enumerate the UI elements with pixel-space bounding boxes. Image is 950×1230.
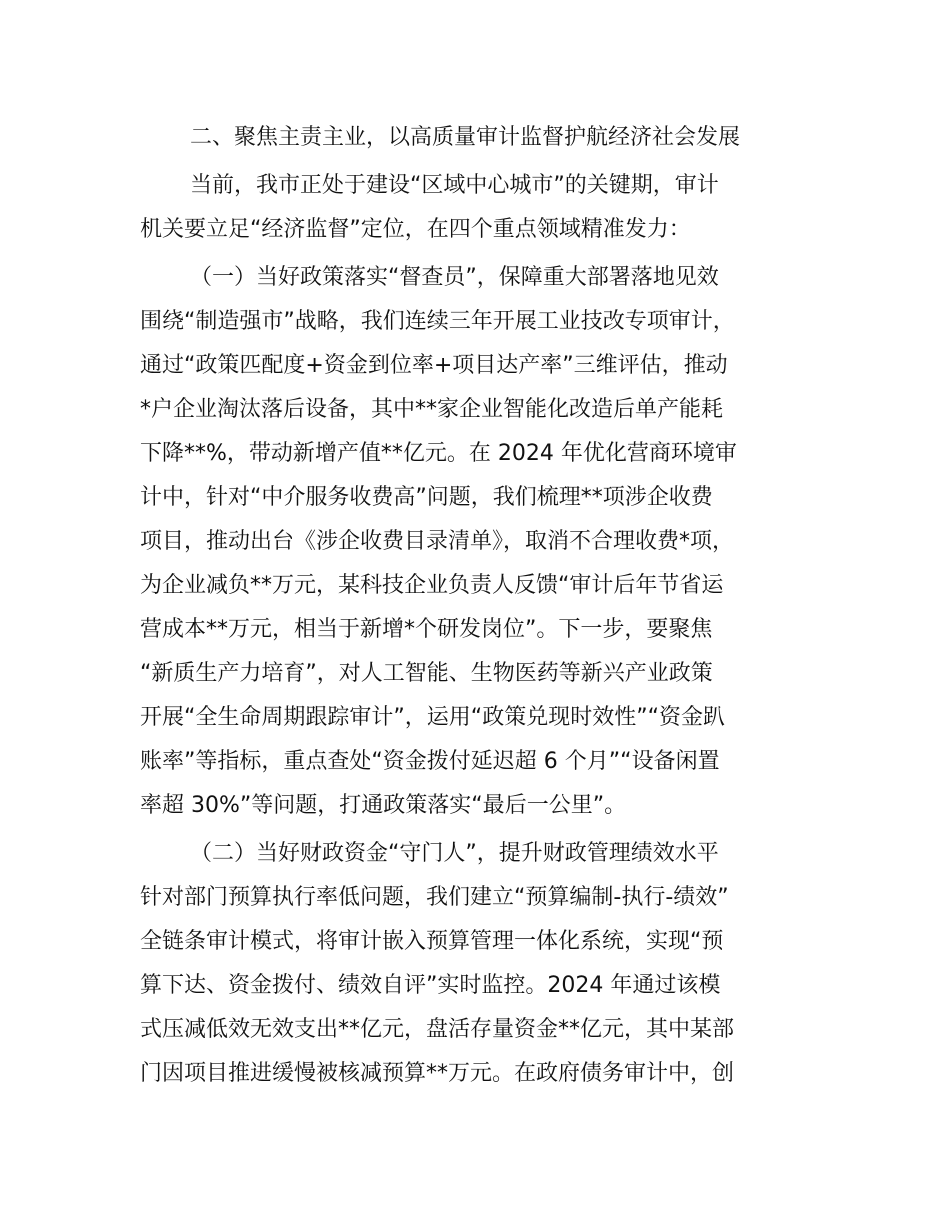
paragraph-line: 全链条审计模式，将审计嵌入预算管理一体化系统，实现“预 — [140, 929, 724, 954]
paragraph-line: “新质生产力培育”，对人工智能、生物医药等新兴产业政策 — [140, 661, 713, 686]
paragraph-line: 计中，针对“中介服务收费高”问题，我们梳理**项涉企收费 — [140, 485, 713, 510]
section-heading: 二、聚焦主责主业，以高质量审计监督护航经济社会发展 — [190, 125, 741, 150]
document-body — [140, 118, 820, 1098]
intro-line-1: 当前，我市正处于建设“区域中心城市”的关键期，审计 — [190, 173, 719, 198]
paragraph-line: 针对部门预算执行率低问题，我们建立“预算编制-执行-绩效” — [140, 885, 729, 910]
paragraph-line: 营成本**万元，相当于新增*个研发岗位”。下一步，要聚焦 — [140, 617, 713, 642]
paragraph-line: 式压减低效无效支出**亿元，盘活存量资金**亿元，其中某部 — [140, 1017, 735, 1042]
paragraph-line: 项目，推动出台《涉企收费目录清单》，取消不合理收费*项， — [140, 529, 735, 554]
paragraph-line: 通过“政策匹配度+资金到位率+项目达产率”三维评估，推动 — [140, 353, 728, 378]
paragraph-line: 算下达、资金拨付、绩效自评”实时监控。2024 年通过该模 — [140, 973, 721, 998]
paragraph-line: 率超 30%”等问题，打通政策落实“最后一公里”。 — [140, 793, 627, 818]
paragraph-line: 下降**%，带动新增产值**亿元。在 2024 年优化营商环境审 — [140, 441, 737, 466]
subsection-title-2: （二）当好财政资金“守门人”，提升财政管理绩效水平 — [190, 841, 719, 866]
paragraph-line: 围绕“制造强市”战略，我们连续三年开展工业技改专项审计， — [140, 309, 735, 334]
paragraph-line: 开展“全生命周期跟踪审计”，运用“政策兑现时效性”“资金趴 — [140, 705, 725, 730]
subsection-title-1: （一）当好政策落实“督查员”，保障重大部署落地见效 — [190, 265, 719, 290]
intro-line-2: 机关要立足“经济监督”定位，在四个重点领域精准发力： — [140, 217, 691, 242]
paragraph-line: 账率”等指标，重点查处“资金拨付延迟超 6 个月”“设备闲置 — [140, 749, 720, 774]
paragraph-line: *户企业淘汰落后设备，其中**家企业智能化改造后单产能耗 — [140, 397, 724, 422]
paragraph-line: 门因项目推进缓慢被核减预算**万元。在政府债务审计中，创 — [140, 1061, 735, 1086]
paragraph-line: 为企业减负**万元，某科技企业负责人反馈“审计后年节省运 — [140, 573, 724, 598]
